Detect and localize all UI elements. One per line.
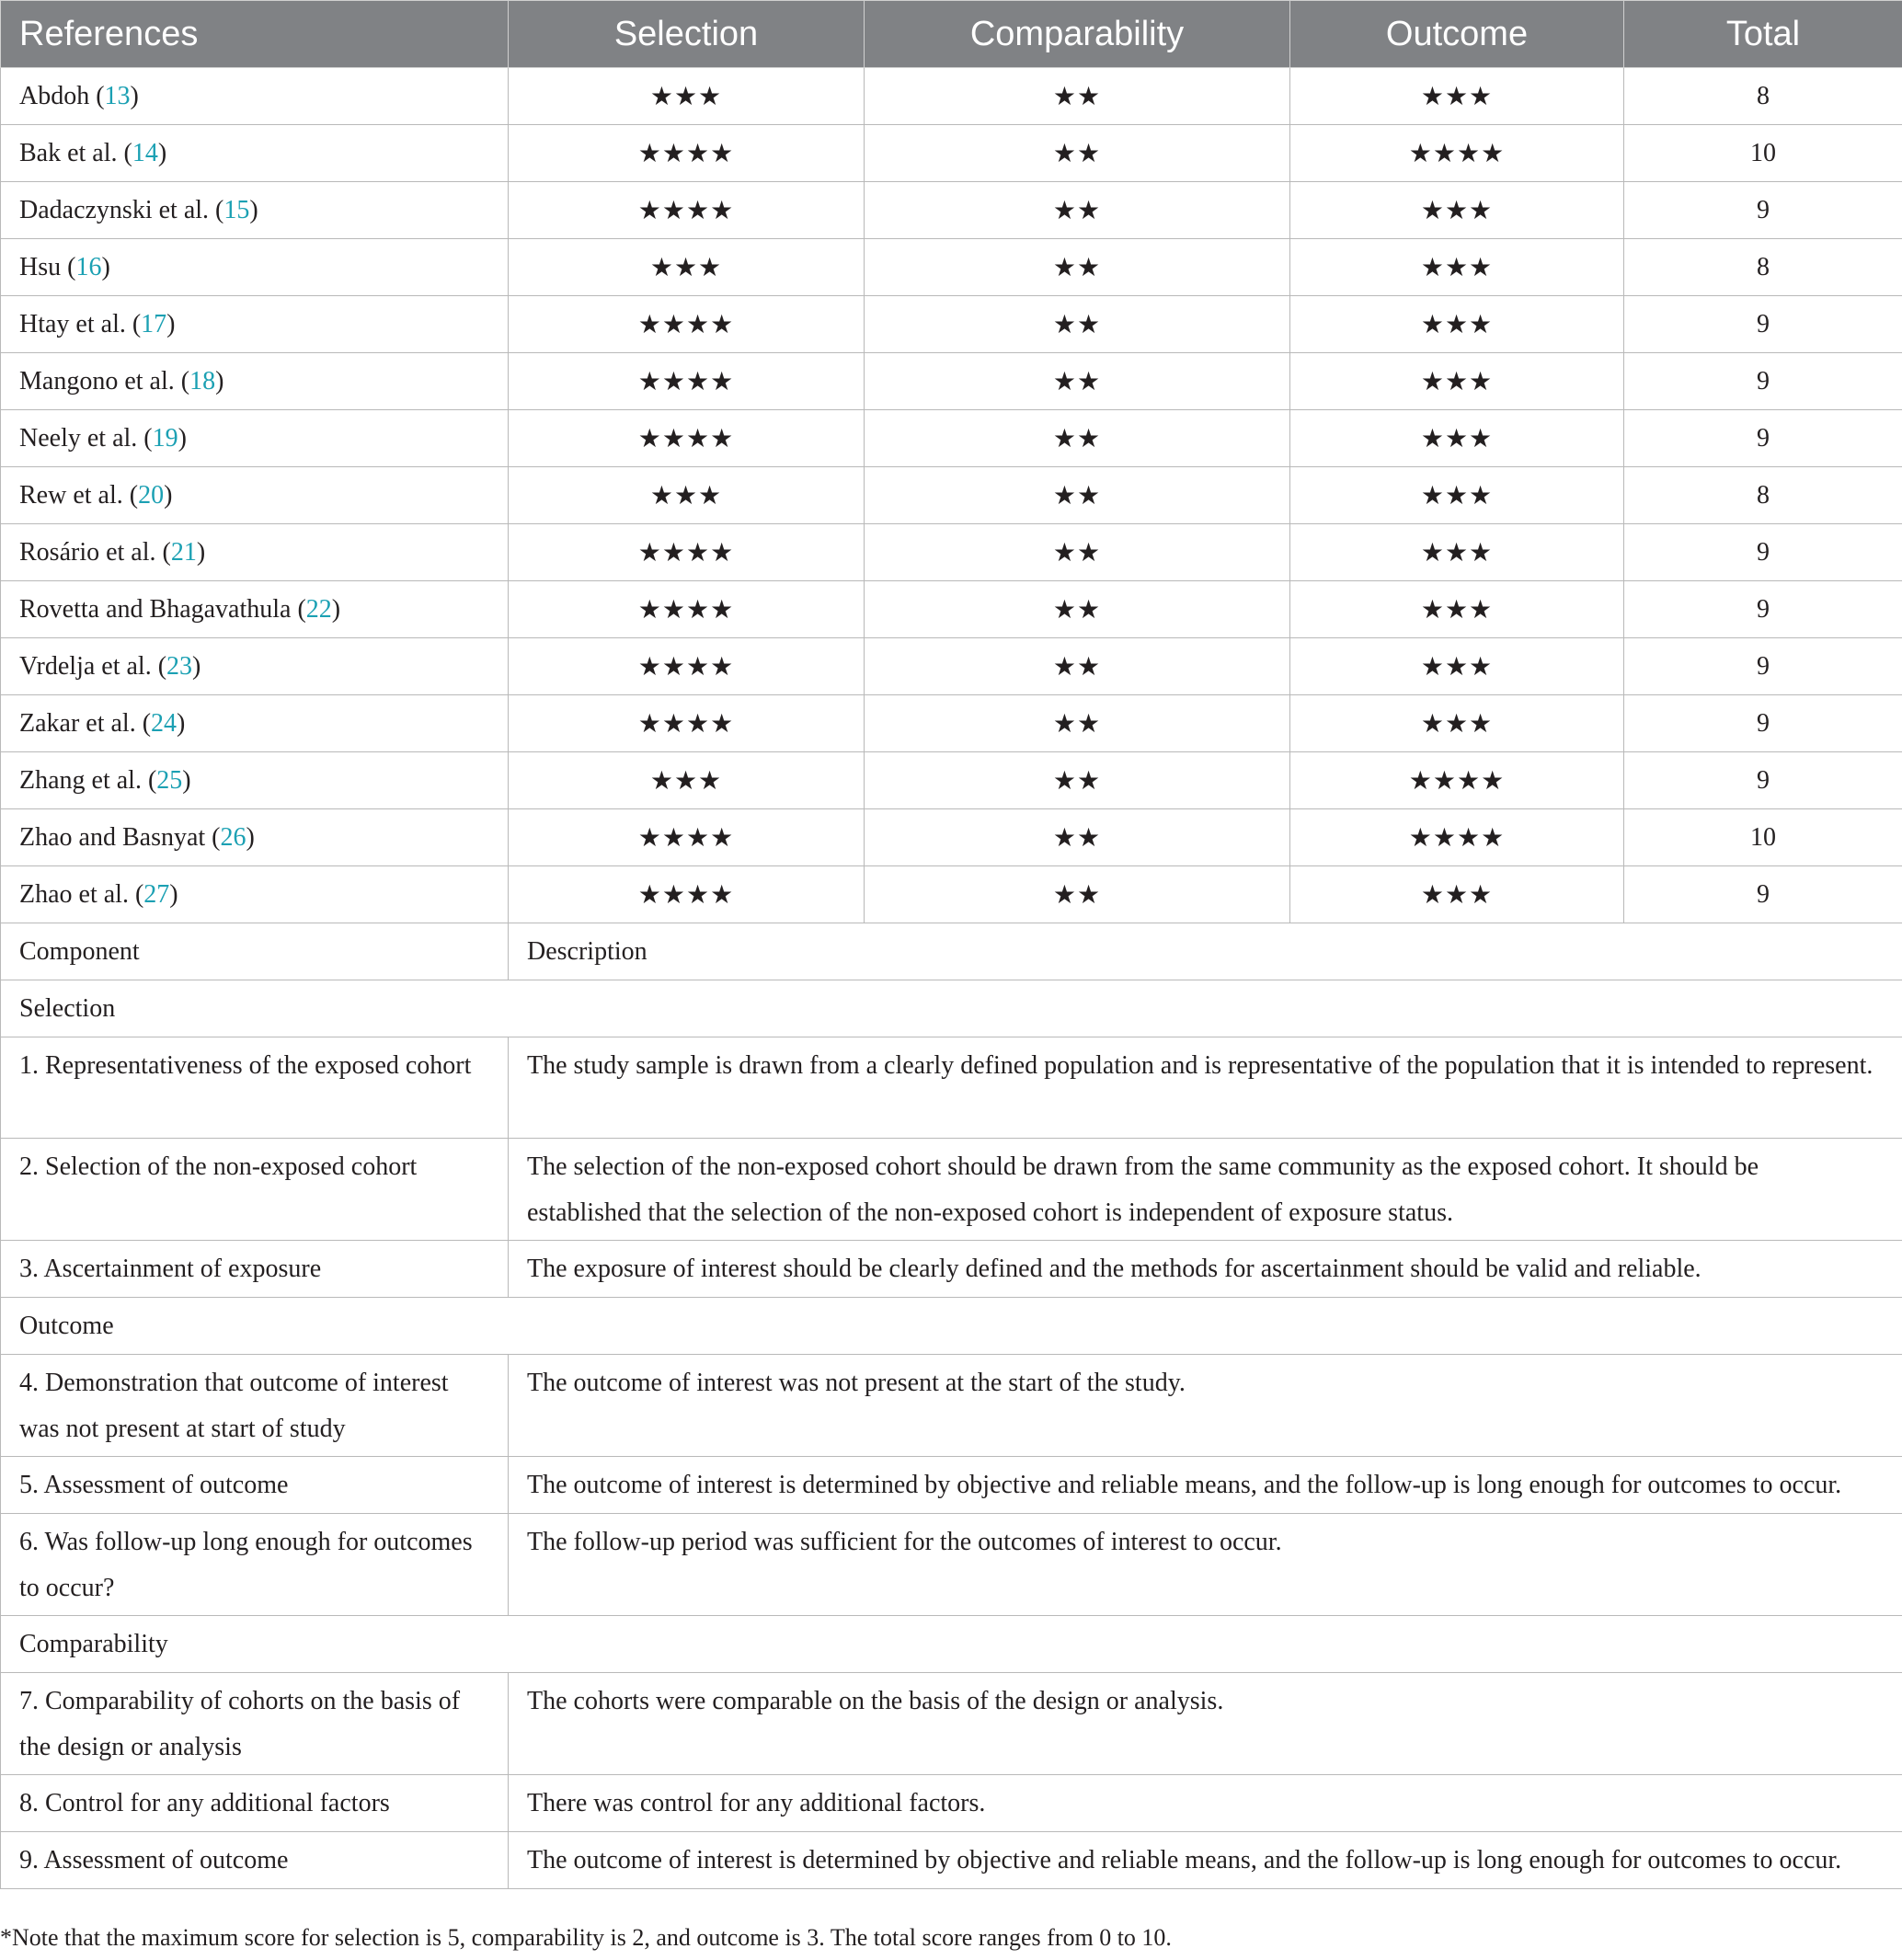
component-description: The follow-up period was sufficient for the outcomes of interest to occur. <box>509 1514 1902 1616</box>
component-row <box>1 1037 1902 1139</box>
study-name: Dadaczynski et al. ( <box>19 195 224 224</box>
outcome-stars: ★★★ <box>1290 410 1624 467</box>
total-score: 9 <box>1624 182 1902 239</box>
total-score: 9 <box>1624 581 1902 638</box>
comparability-stars: ★★ <box>865 296 1290 353</box>
study-row <box>1 524 1902 581</box>
section-outcome: Outcome <box>1 1298 1902 1355</box>
component-row <box>1 1241 1902 1298</box>
outcome-stars: ★★★ <box>1290 239 1624 296</box>
reference-link[interactable]: 13 <box>104 81 131 110</box>
study-reference <box>1 239 509 296</box>
reference-link[interactable]: 21 <box>170 537 197 567</box>
selection-stars: ★★★★ <box>509 182 865 239</box>
closing-paren: ) <box>166 309 176 338</box>
total-score: 8 <box>1624 467 1902 524</box>
study-reference <box>1 866 509 923</box>
study-name: Mangono et al. ( <box>19 366 190 395</box>
study-row <box>1 125 1902 182</box>
study-reference <box>1 125 509 182</box>
selection-stars: ★★★★ <box>509 695 865 752</box>
study-name: Zakar et al. ( <box>19 708 152 738</box>
study-row <box>1 866 1902 923</box>
component-row <box>1 1673 1902 1775</box>
comparability-stars: ★★ <box>865 467 1290 524</box>
component-description: The outcome of interest is determined by objective and reliable means, and the follow-up is long enough for outcomes to occur. <box>509 1832 1902 1889</box>
total-score: 8 <box>1624 68 1902 125</box>
selection-stars: ★★★★ <box>509 581 865 638</box>
reference-link[interactable]: 22 <box>305 594 332 624</box>
study-row <box>1 68 1902 125</box>
closing-paren: ) <box>331 594 341 624</box>
total-score: 9 <box>1624 296 1902 353</box>
header-outcome: Outcome <box>1290 1 1624 68</box>
reference-link[interactable]: 15 <box>223 195 250 224</box>
component-header-row <box>1 923 1902 980</box>
component-name: 3. Ascertainment of exposure <box>1 1241 509 1298</box>
study-reference <box>1 524 509 581</box>
selection-stars: ★★★★ <box>509 353 865 410</box>
reference-link[interactable]: 27 <box>143 879 170 909</box>
outcome-stars: ★★★★ <box>1290 752 1624 809</box>
component-row <box>1 1139 1902 1241</box>
outcome-stars: ★★★ <box>1290 68 1624 125</box>
comparability-stars: ★★ <box>865 524 1290 581</box>
total-score: 9 <box>1624 695 1902 752</box>
study-reference <box>1 809 509 866</box>
comparability-stars: ★★ <box>865 581 1290 638</box>
comparability-stars: ★★ <box>865 353 1290 410</box>
study-name: Rosário et al. ( <box>19 537 171 567</box>
selection-stars: ★★★ <box>509 239 865 296</box>
total-score: 9 <box>1624 410 1902 467</box>
comparability-stars: ★★ <box>865 695 1290 752</box>
component-name: 5. Assessment of outcome <box>1 1457 509 1514</box>
outcome-stars: ★★★ <box>1290 182 1624 239</box>
component-name: 7. Comparability of cohorts on the basis of the design or analysis <box>1 1673 509 1775</box>
comparability-stars: ★★ <box>865 68 1290 125</box>
closing-paren: ) <box>196 537 206 567</box>
component-name: 1. Representativeness of the exposed cohort <box>1 1037 509 1139</box>
total-score: 9 <box>1624 524 1902 581</box>
total-score: 9 <box>1624 752 1902 809</box>
reference-link[interactable]: 26 <box>220 822 246 852</box>
study-reference <box>1 695 509 752</box>
component-description: The outcome of interest was not present at the start of the study. <box>509 1355 1902 1457</box>
selection-stars: ★★★★ <box>509 296 865 353</box>
closing-paren: ) <box>192 651 201 681</box>
component-description: The study sample is drawn from a clearly defined population and is representative of the population that it is intended to represent. <box>509 1037 1902 1139</box>
reference-link[interactable]: 19 <box>152 423 178 453</box>
study-row <box>1 182 1902 239</box>
header-row <box>1 1 1902 68</box>
component-description: The outcome of interest is determined by objective and reliable means, and the follow-up is long enough for outcomes to occur. <box>509 1457 1902 1514</box>
total-score: 10 <box>1624 125 1902 182</box>
component-row <box>1 1832 1902 1889</box>
study-reference <box>1 638 509 695</box>
section-selection: Selection <box>1 980 1902 1037</box>
outcome-stars: ★★★★ <box>1290 809 1624 866</box>
outcome-stars: ★★★ <box>1290 581 1624 638</box>
study-name: Vrdelja et al. ( <box>19 651 167 681</box>
component-description: There was control for any additional factors. <box>509 1775 1902 1832</box>
header-total: Total <box>1624 1 1902 68</box>
component-row <box>1 1775 1902 1832</box>
study-name: Rovetta and Bhagavathula ( <box>19 594 306 624</box>
study-name: Abdoh ( <box>19 81 105 110</box>
total-score: 9 <box>1624 866 1902 923</box>
closing-paren: ) <box>178 423 187 453</box>
comparability-stars: ★★ <box>865 866 1290 923</box>
comparability-stars: ★★ <box>865 125 1290 182</box>
reference-link[interactable]: 16 <box>75 252 102 281</box>
component-descriptions <box>1 923 1902 1889</box>
section-comparability: Comparability <box>1 1616 1902 1673</box>
selection-stars: ★★★ <box>509 467 865 524</box>
total-score: 9 <box>1624 638 1902 695</box>
study-reference <box>1 752 509 809</box>
section-row <box>1 1298 1902 1355</box>
total-score: 10 <box>1624 809 1902 866</box>
selection-stars: ★★★★ <box>509 809 865 866</box>
comparability-stars: ★★ <box>865 752 1290 809</box>
description-header: Description <box>509 923 1902 980</box>
comparability-stars: ★★ <box>865 638 1290 695</box>
study-row <box>1 296 1902 353</box>
closing-paren: ) <box>164 480 173 510</box>
study-name: Zhao and Basnyat ( <box>19 822 221 852</box>
component-description: The exposure of interest should be clearly defined and the methods for ascertainment should be valid and reliable. <box>509 1241 1902 1298</box>
header-references: References <box>1 1 509 68</box>
selection-stars: ★★★★ <box>509 866 865 923</box>
comparability-stars: ★★ <box>865 809 1290 866</box>
study-name: Hsu ( <box>19 252 76 281</box>
closing-paren: ) <box>169 879 178 909</box>
study-row <box>1 239 1902 296</box>
selection-stars: ★★★ <box>509 752 865 809</box>
study-reference <box>1 296 509 353</box>
reference-link[interactable]: 24 <box>151 708 178 738</box>
component-row <box>1 1457 1902 1514</box>
study-name: Rew et al. ( <box>19 480 139 510</box>
outcome-stars: ★★★ <box>1290 695 1624 752</box>
reference-link[interactable]: 14 <box>132 138 158 167</box>
component-name: 2. Selection of the non-exposed cohort <box>1 1139 509 1241</box>
selection-stars: ★★★★ <box>509 410 865 467</box>
study-row <box>1 581 1902 638</box>
reference-link[interactable]: 17 <box>141 309 167 338</box>
reference-link[interactable]: 18 <box>189 366 216 395</box>
outcome-stars: ★★★ <box>1290 638 1624 695</box>
study-reference <box>1 581 509 638</box>
selection-stars: ★★★ <box>509 68 865 125</box>
study-row <box>1 695 1902 752</box>
study-reference <box>1 68 509 125</box>
selection-stars: ★★★★ <box>509 125 865 182</box>
study-name: Zhao et al. ( <box>19 879 144 909</box>
reference-link[interactable]: 23 <box>166 651 193 681</box>
component-row <box>1 1355 1902 1457</box>
study-row <box>1 809 1902 866</box>
header-selection: Selection <box>509 1 865 68</box>
comparability-stars: ★★ <box>865 410 1290 467</box>
comparability-stars: ★★ <box>865 182 1290 239</box>
reference-link[interactable]: 20 <box>138 480 165 510</box>
component-header: Component <box>1 923 509 980</box>
outcome-stars: ★★★ <box>1290 467 1624 524</box>
closing-paren: ) <box>182 765 191 795</box>
outcome-stars: ★★★ <box>1290 353 1624 410</box>
component-description: The cohorts were comparable on the basis of the design or analysis. <box>509 1673 1902 1775</box>
study-reference <box>1 467 509 524</box>
total-score: 9 <box>1624 353 1902 410</box>
selection-stars: ★★★★ <box>509 638 865 695</box>
closing-paren: ) <box>130 81 139 110</box>
section-row <box>1 980 1902 1037</box>
outcome-stars: ★★★ <box>1290 524 1624 581</box>
study-scores <box>1 68 1902 923</box>
study-row <box>1 410 1902 467</box>
study-name: Zhang et al. ( <box>19 765 157 795</box>
component-name: 9. Assessment of outcome <box>1 1832 509 1889</box>
study-name: Bak et al. ( <box>19 138 132 167</box>
closing-paren: ) <box>177 708 186 738</box>
closing-paren: ) <box>249 195 258 224</box>
study-row <box>1 752 1902 809</box>
study-row <box>1 638 1902 695</box>
study-reference <box>1 410 509 467</box>
component-name: 8. Control for any additional factors <box>1 1775 509 1832</box>
closing-paren: ) <box>215 366 224 395</box>
total-score: 8 <box>1624 239 1902 296</box>
study-row <box>1 467 1902 524</box>
selection-stars: ★★★★ <box>509 524 865 581</box>
section-row <box>1 1616 1902 1673</box>
component-name: 6. Was follow-up long enough for outcomes to occur? <box>1 1514 509 1616</box>
study-row <box>1 353 1902 410</box>
component-name: 4. Demonstration that outcome of interest was not present at start of study <box>1 1355 509 1457</box>
closing-paren: ) <box>101 252 110 281</box>
study-name: Htay et al. ( <box>19 309 142 338</box>
outcome-stars: ★★★ <box>1290 296 1624 353</box>
reference-link[interactable]: 25 <box>156 765 183 795</box>
study-name: Neely et al. ( <box>19 423 153 453</box>
outcome-stars: ★★★ <box>1290 866 1624 923</box>
study-reference <box>1 353 509 410</box>
outcome-stars: ★★★★ <box>1290 125 1624 182</box>
component-description: The selection of the non-exposed cohort should be drawn from the same community as the exposed cohort. It should be established that the selection of the non-exposed cohort is independent of exposure status. <box>509 1139 1902 1241</box>
table-footnote: *Note that the maximum score for selection is 5, comparability is 2, and outcome is 3. The total score ranges from 0 to 10. <box>0 1924 1172 1951</box>
comparability-stars: ★★ <box>865 239 1290 296</box>
component-row <box>1 1514 1902 1616</box>
closing-paren: ) <box>246 822 255 852</box>
header-comparability: Comparability <box>865 1 1290 68</box>
study-reference <box>1 182 509 239</box>
closing-paren: ) <box>157 138 167 167</box>
